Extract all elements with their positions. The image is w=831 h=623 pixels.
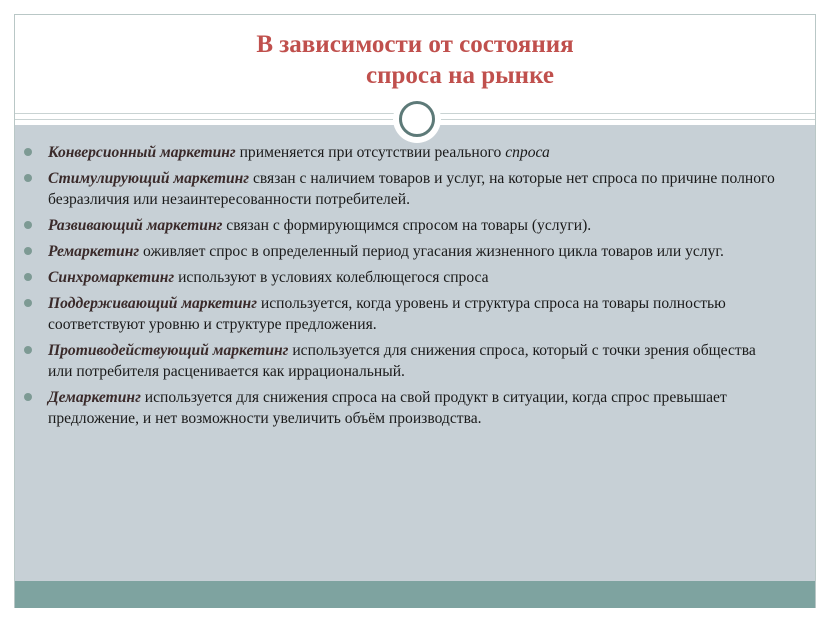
- bullet-text: используют в условиях колеблющегося спроса: [174, 269, 489, 286]
- bullet-term: Конверсионный маркетинг: [48, 144, 236, 161]
- bullet-term: Демаркетинг: [48, 389, 141, 406]
- slide-title-line2: спроса на рынке: [366, 62, 554, 89]
- bullet-dot-icon: [24, 174, 32, 182]
- bullet-dot-icon: [24, 247, 32, 255]
- bullet-term: Ремаркетинг: [48, 243, 140, 260]
- list-item: [24, 168, 779, 210]
- bullet-dot-icon: [24, 221, 32, 229]
- bullet-term: Противодействующий маркетинг: [48, 342, 289, 359]
- bullet-dot-icon: [24, 393, 32, 401]
- bullet-term: Стимулирующий маркетинг: [48, 170, 250, 187]
- bullet-text: применяется при отсутствии реального: [235, 144, 506, 161]
- list-item: [24, 387, 779, 429]
- list-item: [24, 293, 779, 335]
- slide-title: [15, 15, 815, 91]
- bullet-term: Развивающий маркетинг: [48, 217, 223, 234]
- bullet-text: используется для снижения спроса на свой продукт в ситуации, когда спрос превышает предложение, и нет возможности увеличить объём производства.: [48, 389, 727, 427]
- bullet-dot-icon: [24, 148, 32, 156]
- bullet-text: используется, когда уровень и структура спроса на товары полностью соответствуют уровню и структуре предложения.: [48, 295, 726, 333]
- list-item: [24, 267, 779, 288]
- bullet-tail: спроса: [505, 144, 550, 161]
- bullet-text: оживляет спрос в определенный период угасания жизненного цикла товаров или услуг.: [139, 243, 724, 260]
- bullet-text: используется для снижения спроса, который с точки зрения общества или потребителя расценивается как иррациональный.: [48, 342, 756, 380]
- bullet-dot-icon: [24, 346, 32, 354]
- bullet-term: Синхромаркетинг: [48, 269, 175, 286]
- bullet-text: связан с наличием товаров и услуг, на которые нет спроса по причине полного безразличия или незаинтересованности потребителей.: [48, 170, 775, 208]
- bullet-dot-icon: [24, 273, 32, 281]
- ring-ornament-inner: [399, 101, 435, 137]
- footer-band: [15, 581, 815, 608]
- bullet-term: Поддерживающий маркетинг: [48, 295, 257, 312]
- list-item: [24, 215, 779, 236]
- bullet-dot-icon: [24, 299, 32, 307]
- bullet-list: [24, 142, 779, 434]
- ring-ornament-icon: [393, 95, 441, 143]
- list-item: [24, 241, 779, 262]
- bullet-text: связан с формирующимся спросом на товары (услуги).: [222, 217, 592, 234]
- list-item: [24, 142, 779, 163]
- slide-title-line1: В зависимости от состояния: [256, 31, 574, 58]
- list-item: [24, 340, 779, 382]
